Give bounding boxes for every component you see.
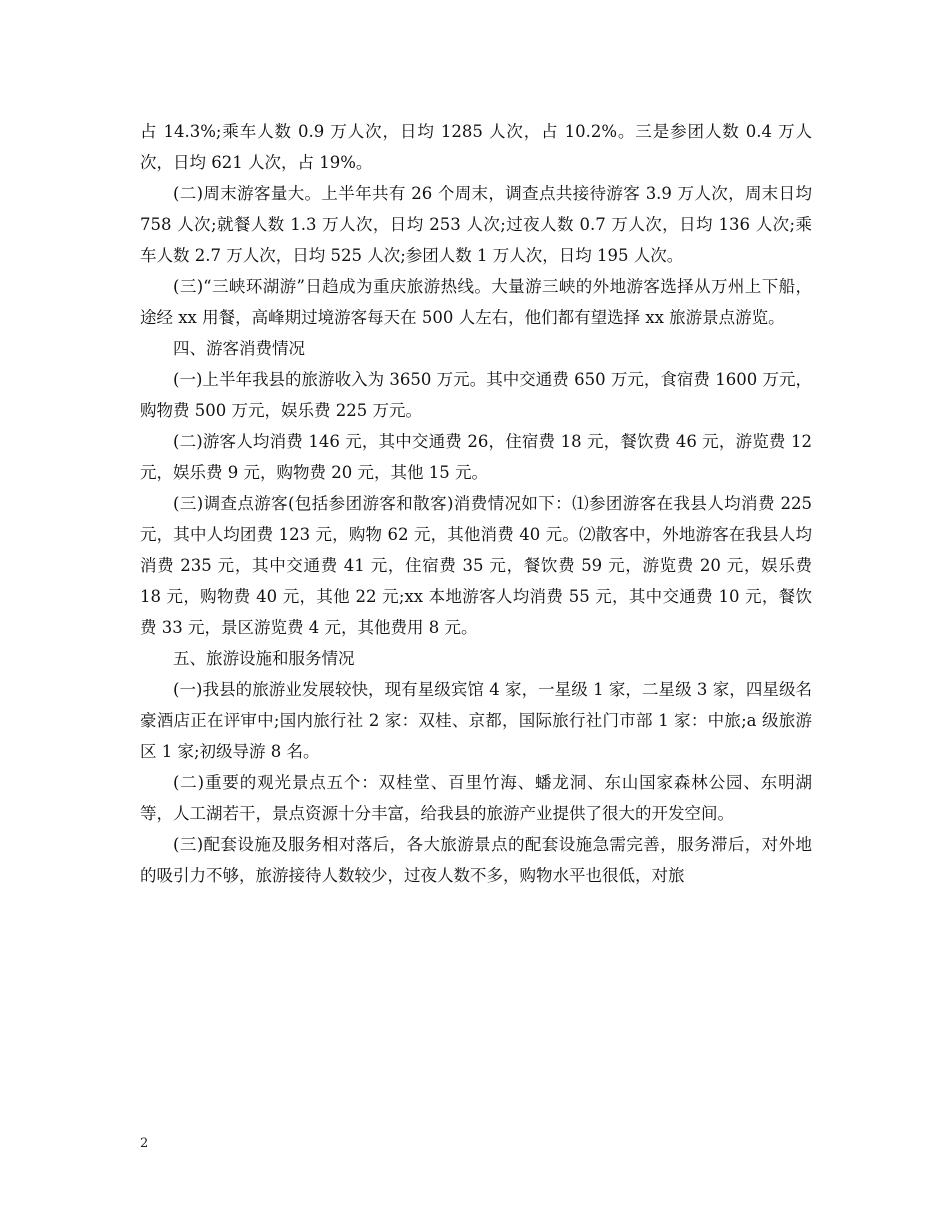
document-body	[140, 116, 812, 891]
paragraph: 占 14.3%;乘车人数 0.9 万人次，日均 1285 人次，占 10.2%。三是参团人数 0.4 万人次，日均 621 人次，占 19%。	[140, 122, 812, 172]
paragraph: (一)上半年我县的旅游收入为 3650 万元。其中交通费 650 万元，食宿费 1600 万元，购物费 500 万元，娱乐费 225 万元。	[140, 370, 812, 420]
section-heading: 五、旅游设施和服务情况	[173, 649, 355, 668]
paragraph: (三)配套设施及服务相对落后，各大旅游景点的配套设施急需完善，服务滞后，对外地的吸引力不够，旅游接待人数较少，过夜人数不多，购物水平也很低，对旅	[140, 835, 812, 885]
paragraph: (二)周末游客量大。上半年共有 26 个周末，调查点共接待游客 3.9 万人次，周末日均 758 人次;就餐人数 1.3 万人次，日均 253 人次;过夜人数 0.7 万人次，日均 136 人次;乘车人数 2.7 万人次，日均 525 人次;参团人数 1 万人次，日均 195 人次。	[140, 184, 812, 265]
page-number: 2	[140, 1136, 149, 1151]
section-heading: 四、游客消费情况	[173, 339, 305, 358]
paragraph: (一)我县的旅游业发展较快，现有星级宾馆 4 家，一星级 1 家，二星级 3 家，四星级名豪酒店正在评审中;国内旅行社 2 家：双桂、京都，国际旅行社门市部 1 家：中旅;a 级旅游区 1 家;初级导游 8 名。	[140, 680, 812, 761]
paragraph: (二)游客人均消费 146 元，其中交通费 26，住宿费 18 元，餐饮费 46 元，游览费 12 元，娱乐费 9 元，购物费 20 元，其他 15 元。	[140, 432, 812, 482]
paragraph: (二)重要的观光景点五个：双桂堂、百里竹海、蟠龙洞、东山国家森林公园、东明湖等，人工湖若干，景点资源十分丰富，给我县的旅游产业提供了很大的开发空间。	[140, 773, 812, 823]
paragraph: (三)“三峡环湖游”日趋成为重庆旅游热线。大量游三峡的外地游客选择从万州上下船，途经 xx 用餐，高峰期过境游客每天在 500 人左右，他们都有望选择 xx 旅游景点游览。	[140, 277, 812, 327]
paragraph: (三)调查点游客(包括参团游客和散客)消费情况如下：⑴参团游客在我县人均消费 225 元，其中人均团费 123 元，购物 62 元，其他消费 40 元。⑵散客中，外地游客在我县人均消费 235 元，其中交通费 41 元，住宿费 35 元，餐饮费 59 元，游览费 20 元，娱乐费 18 元，购物费 40 元，其他 22 元;xx 本地游客人均消费 55 元，其中交通费 10 元，餐饮费 33 元，景区游览费 4 元，其他费用 8 元。	[140, 494, 812, 637]
